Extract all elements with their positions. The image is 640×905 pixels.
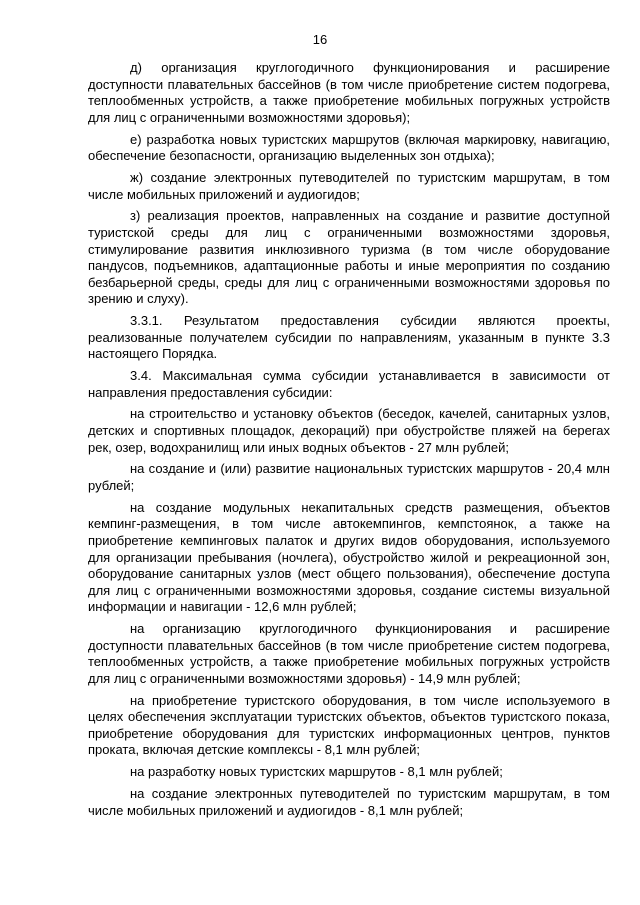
paragraph-subsidy-equipment: на приобретение туристского оборудования, в том числе используемого в целях обеспечения эксплуатации туристских объектов, объектов туристского показа, приобретение оборудования для туристских информационных центров, пунктов проката, включая детские комплексы - 8,1 млн рублей; bbox=[88, 692, 610, 758]
paragraph-3-4: 3.4. Максимальная сумма субсидии устанавливается в зависимости от направления предоставления субсидии: bbox=[88, 368, 610, 400]
paragraph-subsidy-beaches: на строительство и установку объектов (беседок, качелей, санитарных узлов, детских и спортивных площадок, декораций) при обустройстве пляжей на берегах рек, озер, водохранилищ или иных водных объектов - 27 млн рублей; bbox=[88, 406, 610, 455]
page-number: 16 bbox=[312, 32, 328, 47]
paragraph-item-e: е) разработка новых туристских маршрутов (включая маркировку, навигацию, обеспечение безопасности, организацию выделенных зон отдыха); bbox=[88, 131, 610, 164]
paragraph-subsidy-guides: на создание электронных путеводителей по туристским маршрутам, в том числе мобильных приложений и аудиогидов - 8,1 млн рублей; bbox=[88, 786, 610, 818]
paragraph-3-3-1: 3.3.1. Результатом предоставления субсидии являются проекты, реализованные получателем субсидии по направлениям, указанным в пункте 3.3 настоящего Порядка. bbox=[88, 313, 610, 362]
paragraph-item-z: з) реализация проектов, направленных на создание и развитие доступной туристской среды для лиц с ограниченными возможностями здоровья, стимулирование развития инклюзивного туризма (в том числе оборудование пандусов, подъемников, адаптационные работы и иные мероприятия по созданию безбарьерной среды, среды для лиц с ограниченными возможностями здоровья по зрению и слуху). bbox=[88, 208, 610, 307]
paragraph-item-zh: ж) создание электронных путеводителей по туристским маршрутам, в том числе мобильных приложений и аудиогидов; bbox=[88, 169, 610, 202]
paragraph-item-d: д) организация круглогодичного функционирования и расширение доступности плавательных бассейнов (в том числе приобретение систем подогрева, теплообменных устройств, а также приобретение мобильных погружных устройств для лиц с ограниченными возможностями здоровья); bbox=[88, 60, 610, 125]
document-body bbox=[88, 60, 610, 824]
paragraph-subsidy-camping: на создание модульных некапитальных средств размещения, объектов кемпинг-размещения, в том числе автокемпингов, кемпстоянок, а также на приобретение кемпинговых палаток и других видов оборудования, используемого для организации пребывания (ночлега), обустройство жилой и рекреационной зон, оборудование санитарных узлов (мест общего пользования), обеспечение доступа для лиц с ограниченными возможностями здоровья, создание системы визуальной информации и навигации - 12,6 млн рублей; bbox=[88, 499, 610, 615]
paragraph-subsidy-pools: на организацию круглогодичного функционирования и расширение доступности плавательных бассейнов (в том числе приобретение систем подогрева, теплообменных устройств, а также приобретение мобильных погружных устройств для лиц с ограниченными возможностями здоровья) - 14,9 млн рублей; bbox=[88, 621, 610, 686]
paragraph-subsidy-national-routes: на создание и (или) развитие национальных туристских маршрутов - 20,4 млн рублей; bbox=[88, 461, 610, 493]
paragraph-subsidy-new-routes: на разработку новых туристских маршрутов - 8,1 млн рублей; bbox=[130, 764, 503, 780]
